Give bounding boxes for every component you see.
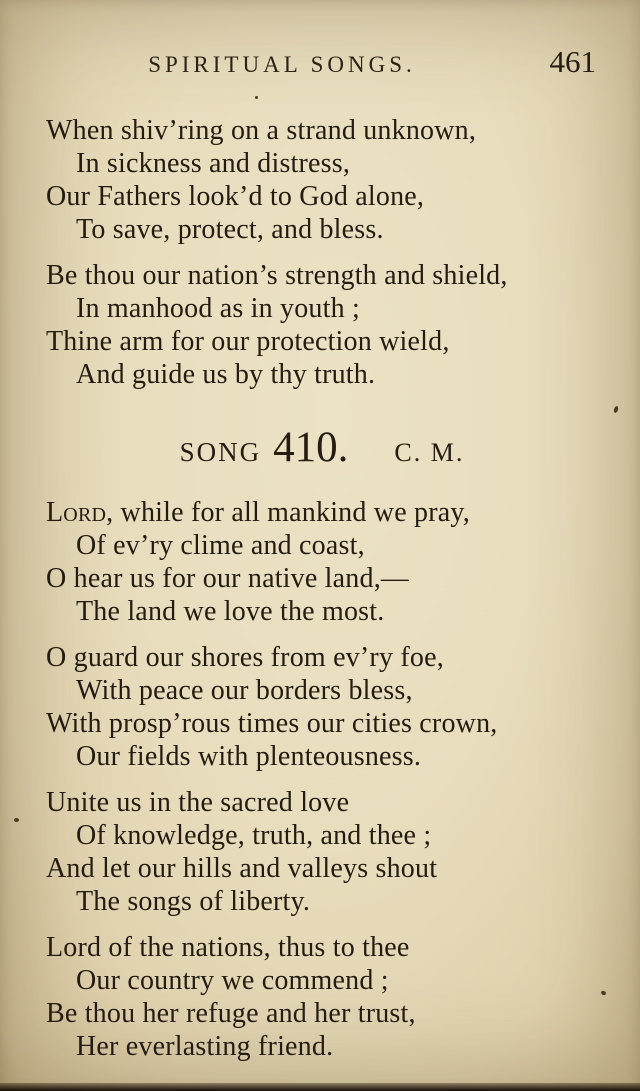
scan-bottom-edge [0, 1083, 640, 1091]
verse-line: To save, protect, and bless. [76, 214, 384, 245]
small-caps-word: Lord, [46, 497, 114, 528]
verse-line: And let our hills and valleys shout [46, 853, 438, 884]
verse-line: Our fields with plenteousness. [76, 741, 422, 772]
verse-line: When shiv’ring on a strand unknown, [46, 115, 477, 146]
stanza-3 [46, 496, 598, 628]
stanza-4 [46, 641, 598, 773]
song-meter: C. M. [394, 438, 465, 467]
verse-line: The land we love the most. [76, 596, 385, 627]
verse-line: Unite us in the sacred love [46, 787, 350, 818]
verse-line: Our Fathers look’d to God alone, [46, 181, 425, 212]
verse-line: Thine arm for our protection wield, [46, 326, 450, 357]
verse-line: O guard our shores from ev’ry foe, [46, 642, 444, 673]
paper-speck [255, 96, 258, 99]
stanza-1 [46, 114, 598, 246]
verse-line-rest: while for all mankind we pray, [113, 497, 470, 528]
stanza-5 [46, 786, 598, 918]
verse-line: Be thou her refuge and her trust, [46, 998, 416, 1029]
verse-line: Of knowledge, truth, and thee ; [76, 820, 432, 851]
verse-line: O hear us for our native land,— [46, 563, 410, 594]
paper-speck [600, 990, 606, 996]
verse-line: The songs of liberty. [76, 886, 311, 917]
verse-line: Lord of the nations, thus to thee [46, 932, 410, 963]
verse-line: With prosp’rous times our cities crown, [46, 708, 498, 739]
paper-speck [613, 406, 619, 414]
verse-line: Our country we commend ; [76, 965, 389, 996]
verse-line: Her everlasting friend. [76, 1031, 334, 1062]
song-heading [46, 423, 598, 472]
song-number: 410. [273, 424, 349, 471]
verse-line: With peace our borders bless, [76, 675, 413, 706]
running-title: SPIRITUAL SONGS. [148, 52, 416, 77]
verse-line: Of ev’ry clime and coast, [76, 530, 365, 561]
paper-speck [14, 818, 19, 822]
page-number: 461 [549, 44, 596, 79]
verse-line [46, 496, 598, 529]
stanza-2 [46, 259, 598, 391]
verse-line: In sickness and distress, [76, 148, 351, 179]
page-header [46, 44, 598, 86]
stanza-6 [46, 931, 598, 1063]
verse-line: And guide us by thy truth. [76, 359, 376, 390]
verse-line: In manhood as in youth ; [76, 293, 360, 324]
song-label: SONG [179, 437, 262, 467]
verse-line: Be thou our nation’s strength and shield, [46, 260, 508, 291]
